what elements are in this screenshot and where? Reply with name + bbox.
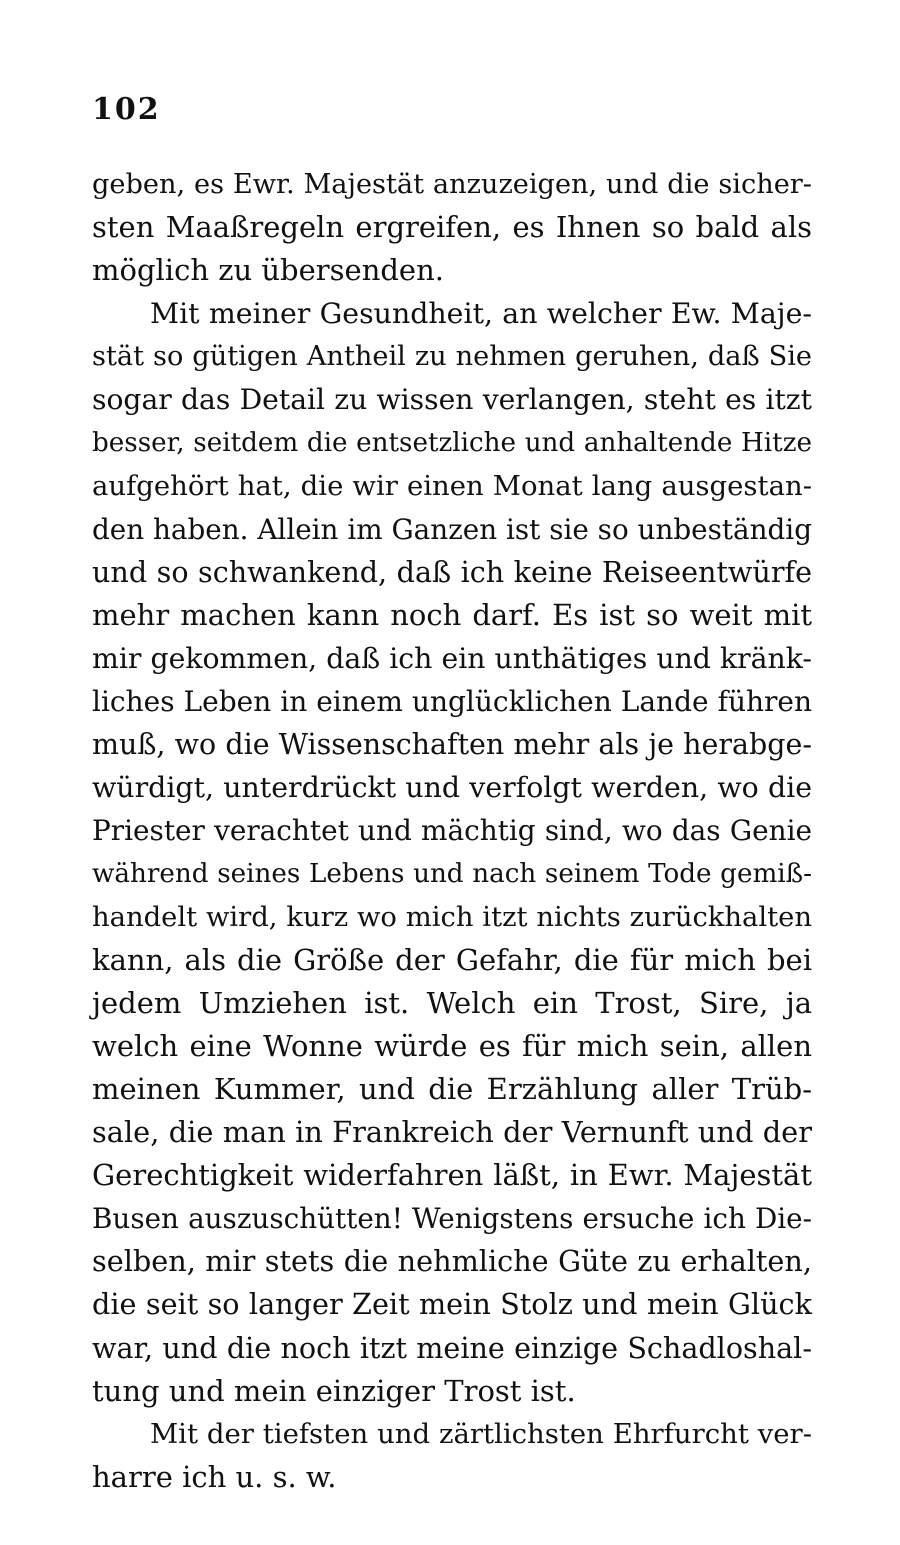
text-line: muß, wo die Wissenschaften mehr als je herabge-: [92, 728, 812, 762]
body-text: [92, 163, 812, 1499]
text-line: war, und die noch itzt meine einzige Schadloshal-: [92, 1330, 812, 1365]
text-line: besser, seitdem die entsetzliche und anhaltende Hitze: [92, 427, 812, 458]
text-line: Busen auszuschütten! Wenigstens ersuche ich Die-: [92, 1202, 812, 1236]
text-line: sogar das Detail zu wissen verlangen, steht es itzt: [92, 383, 812, 417]
text-line: welch eine Wonne würde es für mich sein, allen: [92, 1028, 812, 1063]
text-line: jedem Umziehen ist. Welch ein Trost, Sire, ja: [92, 985, 812, 1020]
text-line: Gerechtigkeit widerfahren läßt, in Ewr. Majestät: [92, 1158, 812, 1193]
text-line: tung und mein einziger Trost ist.: [92, 1373, 576, 1408]
page-number: 102: [92, 92, 161, 127]
text-line: selben, mir stets die nehmliche Güte zu erhalten,: [92, 1244, 812, 1279]
text-line: sale, die man in Frankreich der Vernunft und der: [92, 1115, 812, 1150]
text-line: geben, es Ewr. Majestät anzuzeigen, und die sicher-: [92, 169, 812, 200]
text-line: stät so gütigen Antheil zu nehmen geruhen, daß Sie: [92, 341, 812, 373]
text-line: Mit der tiefsten und zärtlichsten Ehrfurcht ver-: [150, 1417, 812, 1450]
text-line: kann, als die Größe der Gefahr, die für mich bei: [92, 942, 812, 977]
text-line: während seines Lebens und nach seinem Tode gemiß-: [92, 858, 812, 889]
text-line: Mit meiner Gesundheit, an welcher Ew. Maje-: [150, 297, 812, 331]
text-line: möglich zu übersenden.: [92, 253, 444, 288]
text-line: handelt wird, kurz wo mich itzt nichts zurückhalten: [92, 901, 812, 933]
text-line: und so schwankend, daß ich keine Reiseentwürfe: [92, 554, 812, 589]
text-line: den haben. Allein im Ganzen ist sie so unbeständig: [92, 512, 812, 546]
text-line: Priester verachtet und mächtig sind, wo das Genie: [92, 814, 812, 848]
text-line: aufgehört hat, die wir einen Monat lang ausgestan-: [92, 469, 812, 502]
text-line: meinen Kummer, und die Erzählung aller Trüb-: [92, 1071, 812, 1106]
text-line: liches Leben in einem unglücklichen Lande führen: [92, 685, 812, 719]
text-line: die seit so langer Zeit mein Stolz und mein Glück: [92, 1287, 812, 1322]
text-line: mehr machen kann noch darf. Es ist so weit mit: [92, 597, 812, 632]
text-line: sten Maaßregeln ergreifen, es Ihnen so bald als: [92, 210, 812, 245]
text-line: mir gekommen, daß ich ein unthätiges und kränk-: [92, 642, 812, 676]
text-line: harre ich u. s. w.: [92, 1459, 337, 1494]
text-line: würdigt, unterdrückt und verfolgt werden, wo die: [92, 771, 812, 805]
